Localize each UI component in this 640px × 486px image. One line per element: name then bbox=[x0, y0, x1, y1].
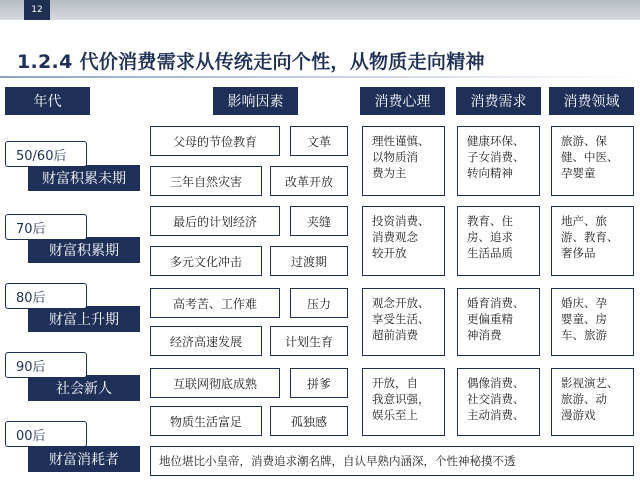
era-chip: 50/60后 bbox=[5, 141, 87, 167]
psychology-cell: 理性谨慎、 以物质消 费为主 bbox=[362, 126, 445, 196]
factor-box: 夹缝 bbox=[290, 206, 348, 236]
domain-cell: 影视演艺、 旅游、动 漫游戏 bbox=[551, 368, 634, 436]
era-chip: 70后 bbox=[5, 214, 87, 240]
header-demand: 消费需求 bbox=[456, 87, 541, 115]
factor-box: 物质生活富足 bbox=[150, 406, 262, 436]
factor-box: 多元文化冲击 bbox=[150, 246, 262, 276]
era-chip: 90后 bbox=[5, 352, 87, 378]
factor-box: 三年自然灾害 bbox=[150, 166, 262, 196]
demand-cell: 教育、住 房、追求 生活品质 bbox=[457, 206, 540, 276]
factor-box: 互联网彻底成熟 bbox=[150, 368, 280, 398]
demand-cell: 婚育消费、 更偏重精 神消费 bbox=[457, 288, 540, 356]
page-title: 1.2.4 代价消费需求从传统走向个性，从物质走向精神 bbox=[17, 51, 485, 73]
domain-cell: 婚庆、孕 婴童、房 车、旅游 bbox=[551, 288, 634, 356]
header-factors: 影响因素 bbox=[213, 87, 298, 115]
factor-box: 父母的节俭教育 bbox=[150, 126, 280, 156]
factor-box: 计划生育 bbox=[270, 326, 348, 356]
factor-box: 过渡期 bbox=[270, 246, 348, 276]
factor-box: 文革 bbox=[290, 126, 348, 156]
header-psychology: 消费心理 bbox=[360, 87, 445, 115]
era-label: 财富积累未期 bbox=[28, 165, 140, 191]
factor-box: 压力 bbox=[290, 288, 348, 318]
header-era: 年代 bbox=[5, 87, 90, 115]
psychology-cell: 观念开放、 享受生活、 超前消费 bbox=[362, 288, 445, 356]
factor-box: 经济高速发展 bbox=[150, 326, 262, 356]
era-chip: 80后 bbox=[5, 283, 87, 309]
top-bar bbox=[0, 0, 640, 20]
psychology-cell: 开放，自 我意识强， 娱乐至上 bbox=[362, 368, 445, 436]
header-domain: 消费领域 bbox=[549, 87, 634, 115]
era-label: 财富积累期 bbox=[28, 237, 140, 263]
psychology-cell: 投资消费、 消费观念 较开放 bbox=[362, 206, 445, 276]
era-chip: 00后 bbox=[5, 421, 87, 447]
page-number: 12 bbox=[24, 0, 50, 20]
factor-box: 最后的计划经济 bbox=[150, 206, 280, 236]
demand-cell: 健康环保、 子女消费、 转向精神 bbox=[457, 126, 540, 196]
era-label: 财富上升期 bbox=[28, 306, 140, 332]
era-label: 财富消耗者 bbox=[28, 446, 140, 472]
title-divider bbox=[0, 76, 640, 78]
factor-box: 拼爹 bbox=[290, 368, 348, 398]
factor-box: 孤独感 bbox=[270, 406, 348, 436]
factor-box: 高考苦、工作难 bbox=[150, 288, 280, 318]
domain-cell: 地产、旅 游、教育、 奢侈品 bbox=[551, 206, 634, 276]
era-label: 社会新人 bbox=[28, 375, 140, 401]
demand-cell: 偶像消费、 社交消费、 主动消费、 bbox=[457, 368, 540, 436]
factor-box: 改革开放 bbox=[270, 166, 348, 196]
note-box: 地位堪比小皇帝，消费追求潮名牌，自认早熟内涵深，个性神秘摸不透 bbox=[150, 446, 634, 476]
domain-cell: 旅游、保 健、中医、 孕婴童 bbox=[551, 126, 634, 196]
